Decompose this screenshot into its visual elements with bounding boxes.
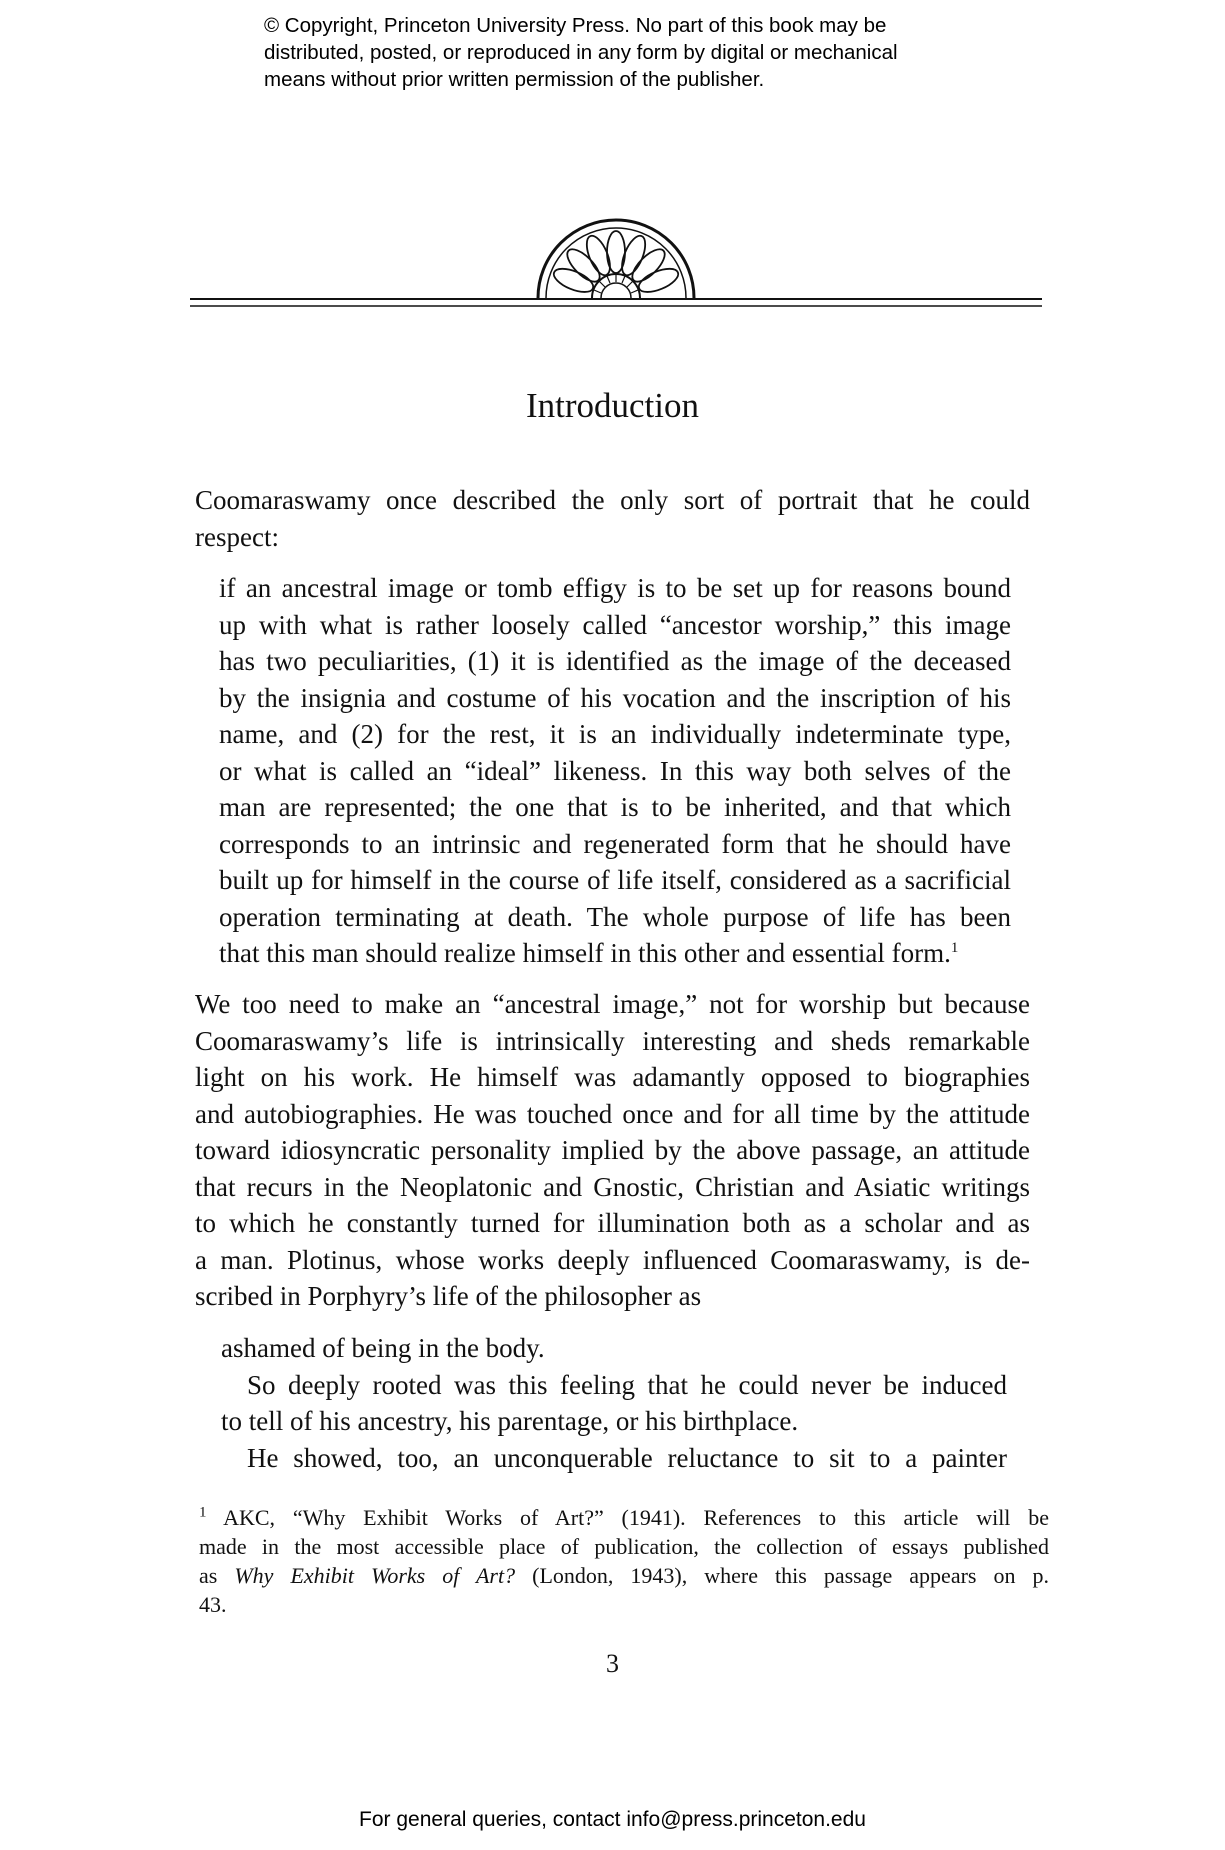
footnote-line: made in the most accessible place of publication, the collection of essays published xyxy=(199,1534,1049,1559)
footnote xyxy=(199,1503,1049,1619)
half-rosette-ornament-icon xyxy=(190,214,1042,316)
text-line: to which he constantly turned for illumination both as a scholar and as xyxy=(195,1208,1030,1238)
footnote-line xyxy=(199,1561,1049,1590)
text-line: We too need to make an “ancestral image,” not for worship but because xyxy=(195,989,1030,1019)
paragraph-ancestral-image xyxy=(195,986,1030,1315)
text-line: and autobiographies. He was touched once and for all time by the attitude xyxy=(195,1098,1030,1129)
block-quote-ancestral-image xyxy=(219,570,1011,972)
footnote-line xyxy=(199,1503,1049,1532)
copyright-line: © Copyright, Princeton University Press. No part of this book may be xyxy=(264,14,887,37)
text-line: that recurs in the Neoplatonic and Gnostic, Christian and Asiatic writings xyxy=(195,1171,1030,1202)
contact-footer: For general queries, contact info@press.princeton.edu xyxy=(359,1808,866,1831)
text-line: Coomaraswamy once described the only sort of portrait that he could xyxy=(195,485,1030,515)
quote-line-last xyxy=(219,935,1011,972)
text-line: Coomaraswamy’s life is intrinsically interesting and sheds remarkable xyxy=(195,1025,1030,1056)
quote-line: ashamed of being in the body. xyxy=(221,1333,545,1363)
quote-line: name, and (2) for the rest, it is an individually indeterminate type, xyxy=(219,719,1011,749)
quote-line: He showed, too, an unconquerable reluctance to sit to a painter xyxy=(247,1442,1007,1473)
quote-line: up with what is rather loosely called “ancestor worship,” this image xyxy=(219,609,1011,640)
footnote-reference: 1 xyxy=(950,940,959,956)
footnote-text: (London, 1943), where this passage appears on p. xyxy=(532,1563,1050,1588)
paragraph-intro xyxy=(195,482,1030,555)
quote-line: So deeply rooted was this feeling that he could never be induced xyxy=(247,1369,1007,1400)
footnote-text: AKC, “Why Exhibit Works of Art?” (1941). References to this article will be xyxy=(223,1505,1049,1530)
quote-line: if an ancestral image or tomb effigy is to be set up for reasons bound xyxy=(219,573,1011,603)
footnote-text: as xyxy=(199,1563,218,1588)
footnote-book-title: Why Exhibit Works of Art? xyxy=(234,1563,516,1588)
copyright-notice xyxy=(264,12,1004,93)
chapter-title: Introduction xyxy=(525,386,700,425)
quote-line: man are represented; the one that is to be inherited, and that which xyxy=(219,792,1011,822)
footnote-line: 43. xyxy=(199,1592,227,1617)
block-quote-porphyry xyxy=(221,1330,1007,1476)
text-line: light on his work. He himself was adamantly opposed to biographies xyxy=(195,1062,1030,1092)
text-line: scribed in Porphyry’s life of the philosopher as xyxy=(195,1281,702,1311)
quote-line: or what is called an “ideal” likeness. In this way both selves of the xyxy=(219,755,1011,786)
quote-line: by the insignia and costume of his vocation and the inscription of his xyxy=(219,682,1011,713)
quote-line: built up for himself in the course of life itself, considered as a sacrificial xyxy=(219,865,1011,895)
quote-line: operation terminating at death. The whole purpose of life has been xyxy=(219,901,1011,932)
text-line: a man. Plotinus, whose works deeply influenced Coomaraswamy, is de- xyxy=(195,1244,1030,1275)
footnote-mark: 1 xyxy=(199,1504,207,1521)
quote-line: corresponds to an intrinsic and regenerated form that he should have xyxy=(219,828,1011,859)
quote-line: to tell of his ancestry, his parentage, or his birthplace. xyxy=(221,1406,799,1436)
text-line: respect: xyxy=(195,521,279,552)
copyright-line: means without prior written permission of the publisher. xyxy=(264,68,765,91)
quote-line-text: that this man should realize himself in this other and essential form. xyxy=(219,938,951,968)
quote-line: has two peculiarities, (1) it is identified as the image of the deceased xyxy=(219,646,1011,676)
page-number: 3 xyxy=(606,1649,619,1678)
text-line: toward idiosyncratic personality implied by the above passage, an attitude xyxy=(195,1135,1030,1165)
copyright-line: distributed, posted, or reproduced in any form by digital or mechanical xyxy=(264,41,898,64)
